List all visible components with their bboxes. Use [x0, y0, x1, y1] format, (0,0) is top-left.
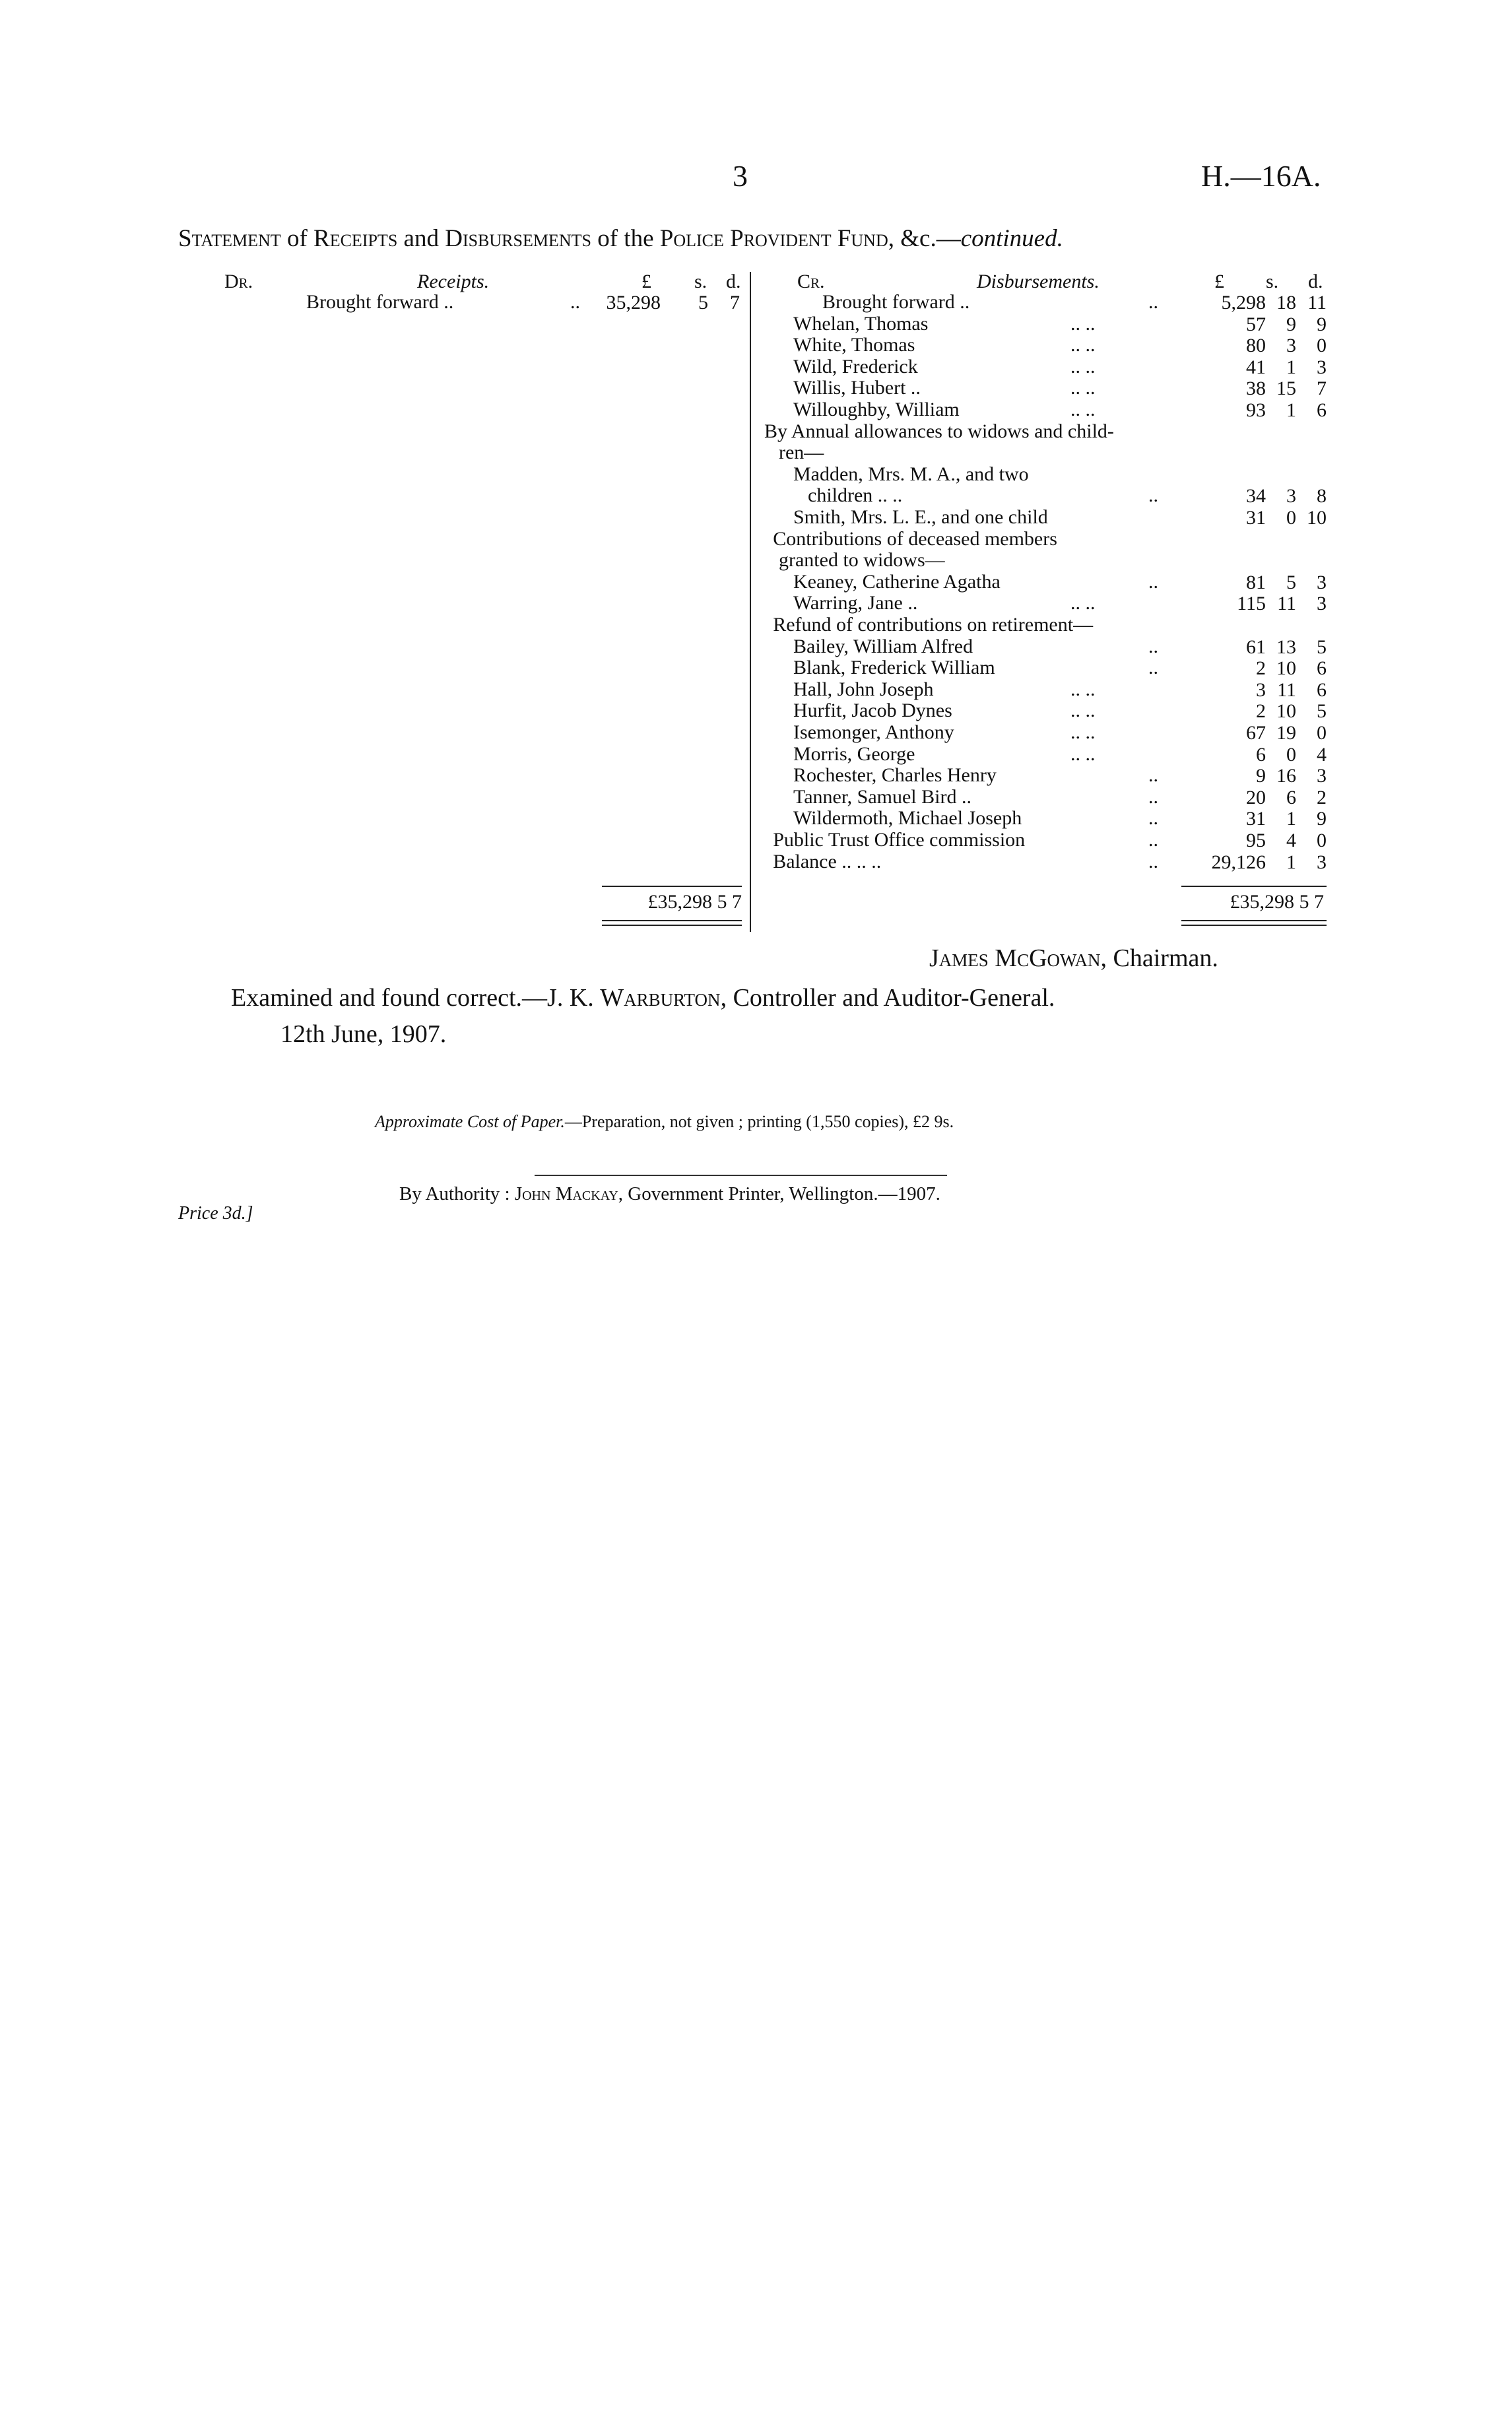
- cr-row-dots: ..: [1148, 764, 1158, 787]
- title-word: Receipts: [313, 225, 398, 252]
- auditor-title: , Controller and Auditor-General.: [720, 984, 1055, 1012]
- cr-row-pence: 11: [1307, 292, 1327, 313]
- cr-row-shillings: 5: [1286, 571, 1296, 593]
- audit-date: 12th June, 1907.: [280, 1020, 447, 1048]
- cr-row-pence: 4: [1317, 743, 1327, 766]
- cr-row-pence: 5: [1317, 636, 1327, 658]
- cr-row-dots: .. ..: [1070, 334, 1096, 356]
- cr-total-rule-2: [1181, 925, 1327, 926]
- cr-row-label: Public Trust Office commission: [773, 829, 1026, 851]
- cr-total: £35,298 5 7: [1230, 891, 1324, 913]
- cr-row-shillings: 4: [1286, 830, 1296, 851]
- cr-row-pounds: 34: [1246, 485, 1266, 508]
- dr-sum-rule: [602, 886, 742, 887]
- page-number: 3: [733, 159, 748, 193]
- statement-title: [178, 224, 1063, 253]
- cr-row-dots: ..: [1148, 807, 1158, 830]
- cr-row-pounds: 61: [1246, 636, 1266, 658]
- cost-of-paper: [375, 1112, 954, 1132]
- cr-row-pence: 8: [1317, 485, 1327, 508]
- cr-row-pounds: 95: [1246, 830, 1266, 851]
- cr-row-label: Rochester, Charles Henry: [793, 764, 997, 787]
- title-word: Police Provident Fund: [659, 225, 888, 252]
- dr-label: Dr.: [224, 271, 253, 292]
- cr-row-pence: 3: [1317, 765, 1327, 787]
- cr-row-dots: ..: [1148, 785, 1158, 808]
- cr-row-pounds: 2: [1256, 657, 1266, 680]
- audit-statement: [231, 983, 1055, 1012]
- cr-row-pence: 0: [1317, 335, 1327, 357]
- cr-row-label: Refund of contributions on retirement—: [773, 614, 1094, 636]
- printer-name: John Mackay: [514, 1183, 618, 1204]
- cr-row-pounds: 5,298: [1221, 292, 1266, 313]
- cr-row-pence: 6: [1317, 678, 1327, 701]
- cr-row-shillings: 1: [1286, 808, 1296, 830]
- cr-row-pence: 5: [1317, 700, 1327, 723]
- cr-row-pounds: 20: [1246, 786, 1266, 808]
- title-word: Statement: [178, 225, 281, 252]
- cr-row-pounds: 93: [1246, 399, 1266, 421]
- cr-row-pounds: 80: [1246, 335, 1266, 357]
- cr-row-label: White, Thomas: [793, 334, 915, 356]
- cr-row-pounds: 3: [1256, 678, 1266, 701]
- cr-row-shillings: 0: [1286, 507, 1296, 529]
- cr-row-dots: .. ..: [1070, 700, 1096, 722]
- cr-row-shillings: 11: [1277, 593, 1296, 615]
- cr-row-shillings: 11: [1277, 678, 1296, 701]
- cr-row-shillings: 13: [1276, 636, 1296, 658]
- title-word: of: [286, 225, 308, 252]
- dr-col-pence: d.: [726, 271, 741, 292]
- authority-place: , Government Printer, Wellington.—1907.: [618, 1183, 940, 1204]
- cr-row-pence: 3: [1317, 851, 1327, 873]
- cr-col-pounds: £: [1214, 271, 1224, 292]
- cr-row-dots: ..: [1148, 657, 1158, 679]
- cr-row-shillings: 15: [1276, 377, 1296, 400]
- price-note: Price 3d.]: [178, 1203, 253, 1224]
- cr-row-label: Hall, John Joseph: [793, 678, 934, 700]
- cr-row-pence: 0: [1317, 722, 1327, 744]
- cr-row-shillings: 9: [1286, 313, 1296, 335]
- cr-row-dots: ..: [1148, 570, 1158, 593]
- title-word: Disbursements: [445, 225, 591, 252]
- cr-row-pence: 9: [1317, 808, 1327, 830]
- cr-row-shillings: 1: [1286, 356, 1296, 378]
- cr-row-label: Contributions of deceased members: [773, 527, 1057, 550]
- chairman-signature: [929, 944, 1218, 973]
- cr-row-label: Smith, Mrs. L. E., and one child: [793, 506, 1048, 528]
- cr-total-rule-1: [1181, 920, 1327, 921]
- cr-row-pounds: 2: [1256, 700, 1266, 723]
- cost-label: Approximate Cost of Paper.: [375, 1112, 565, 1131]
- cr-row-pence: 3: [1317, 571, 1327, 593]
- cr-row-label: Isemonger, Anthony: [793, 721, 954, 743]
- cr-row-dots: ..: [1148, 635, 1158, 657]
- cr-row-label: Willoughby, William: [793, 399, 960, 420]
- dr-total-rule-2: [602, 925, 742, 926]
- column-divider: [750, 272, 751, 932]
- dr-item-shillings: 5: [698, 292, 708, 313]
- cr-row-pence: 7: [1317, 377, 1327, 400]
- document-reference: H.—16A.: [1201, 159, 1321, 193]
- cr-row-label: granted to widows—: [779, 549, 945, 572]
- chairman-name: James McGowan: [929, 944, 1101, 972]
- cr-row-dots: .. ..: [1070, 592, 1096, 614]
- cr-row-label: Balance .. .. ..: [773, 850, 882, 872]
- cr-row-dots: .. ..: [1070, 742, 1096, 765]
- cr-col-pence: d.: [1308, 271, 1323, 292]
- cr-row-label: Warring, Jane ..: [793, 592, 918, 614]
- cr-row-dots: .. ..: [1070, 721, 1096, 743]
- cr-row-dots: ..: [1148, 829, 1158, 851]
- cr-row-dots: ..: [1148, 484, 1158, 507]
- cr-row-pounds: 57: [1246, 313, 1266, 335]
- cr-row-label: Wildermoth, Michael Joseph: [793, 807, 1022, 830]
- cr-row-shillings: 18: [1276, 292, 1296, 313]
- cr-row-pounds: 31: [1246, 808, 1266, 830]
- dr-total-rule-1: [602, 920, 742, 921]
- cr-row-dots: .. ..: [1070, 399, 1096, 420]
- cr-row-shillings: 16: [1276, 765, 1296, 787]
- dr-col-shillings: s.: [694, 271, 707, 292]
- cr-row-label: By Annual allowances to widows and child-: [764, 420, 1114, 442]
- cr-row-dots: .. ..: [1070, 355, 1096, 377]
- cr-row-pounds: 115: [1237, 593, 1266, 615]
- cr-row-label: Willis, Hubert ..: [793, 377, 921, 399]
- cr-row-shillings: 1: [1286, 851, 1296, 873]
- authority-text: By Authority :: [399, 1183, 515, 1204]
- title-word: and: [403, 225, 439, 252]
- cr-row-label: children .. ..: [808, 484, 903, 507]
- cr-row-dots: ..: [1148, 291, 1158, 313]
- cr-row-label: Blank, Frederick William: [793, 657, 995, 679]
- dr-item-pence: 7: [730, 292, 740, 313]
- cr-row-dots: ..: [1148, 850, 1158, 872]
- cr-row-pounds: 6: [1256, 743, 1266, 766]
- cr-row-label: Wild, Frederick: [793, 355, 918, 377]
- cr-row-pounds: 9: [1256, 765, 1266, 787]
- cr-row-shillings: 6: [1286, 786, 1296, 808]
- cr-row-label: Whelan, Thomas: [793, 312, 929, 335]
- title-word: of the: [597, 225, 654, 252]
- chairman-role: , Chairman.: [1100, 944, 1218, 972]
- cr-row-shillings: 3: [1286, 335, 1296, 357]
- cr-row-shillings: 10: [1276, 657, 1296, 680]
- dr-item-dots: ..: [570, 291, 580, 313]
- dr-col-pounds: £: [641, 271, 651, 292]
- cr-row-dots: .. ..: [1070, 678, 1096, 700]
- authority-rule: [535, 1175, 947, 1176]
- cr-col-shillings: s.: [1266, 271, 1279, 292]
- cr-row-shillings: 10: [1276, 700, 1296, 723]
- cr-row-shillings: 19: [1276, 722, 1296, 744]
- cr-row-pounds: 81: [1246, 571, 1266, 593]
- cr-row-pence: 6: [1317, 657, 1327, 680]
- cr-row-label: Tanner, Samuel Bird ..: [793, 785, 971, 808]
- dr-total: £35,298 5 7: [647, 891, 742, 913]
- cr-row-label: Madden, Mrs. M. A., and two: [793, 463, 1029, 485]
- title-word: , &c.—: [888, 225, 961, 252]
- cr-row-label: Hurfit, Jacob Dynes: [793, 700, 952, 722]
- dr-item-label: Brought forward ..: [306, 291, 454, 313]
- title-continued: continued.: [960, 225, 1063, 252]
- cr-row-pounds: 29,126: [1211, 851, 1266, 873]
- receipts-heading: Receipts.: [417, 271, 490, 292]
- cr-row-shillings: 1: [1286, 399, 1296, 421]
- cr-row-pence: 6: [1317, 399, 1327, 421]
- cr-row-pounds: 67: [1246, 722, 1266, 744]
- auditor-name: Warburton: [600, 984, 721, 1012]
- cr-row-label: Morris, George: [793, 742, 915, 765]
- cr-sum-rule: [1181, 886, 1327, 887]
- dr-item-pounds: 35,298: [606, 292, 661, 313]
- cr-row-pence: 0: [1317, 830, 1327, 851]
- cr-row-pence: 3: [1317, 593, 1327, 615]
- cr-label: Cr.: [797, 271, 825, 292]
- cr-row-shillings: 0: [1286, 743, 1296, 766]
- cr-row-label: Brought forward ..: [822, 291, 970, 313]
- cr-row-pence: 2: [1317, 786, 1327, 808]
- cr-row-pounds: 41: [1246, 356, 1266, 378]
- cr-row-label: Bailey, William Alfred: [793, 635, 973, 657]
- cr-row-pence: 10: [1307, 507, 1327, 529]
- cr-row-pence: 3: [1317, 356, 1327, 378]
- audit-text: Examined and found correct.—J. K.: [231, 984, 601, 1012]
- cr-row-dots: .. ..: [1070, 312, 1096, 335]
- printer-authority: [399, 1183, 940, 1205]
- cr-row-pounds: 38: [1246, 377, 1266, 400]
- cost-text: —Preparation, not given ; printing (1,550 copies), £2 9s.: [564, 1112, 954, 1131]
- cr-row-shillings: 3: [1286, 485, 1296, 508]
- cr-row-pence: 9: [1317, 313, 1327, 335]
- cr-row-pounds: 31: [1246, 507, 1266, 529]
- cr-row-dots: .. ..: [1070, 377, 1096, 399]
- disbursements-heading: Disbursements.: [977, 271, 1100, 292]
- cr-row-label: Keaney, Catherine Agatha: [793, 570, 1001, 593]
- cr-row-label: ren—: [779, 442, 824, 464]
